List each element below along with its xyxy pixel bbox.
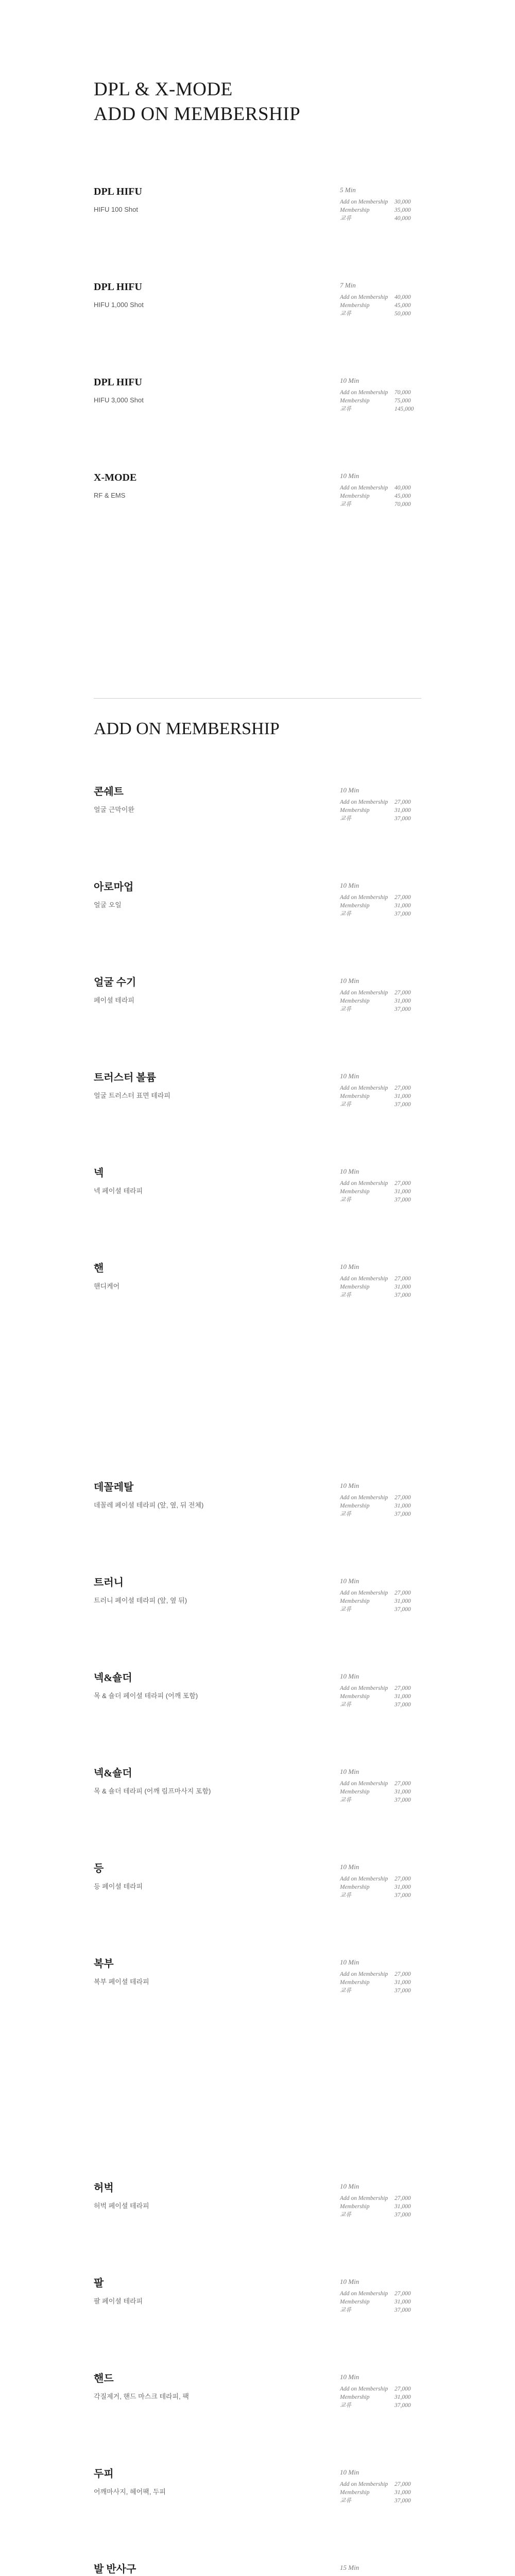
price-value: 35,000 — [394, 207, 411, 213]
price-value: 31,000 — [394, 1693, 411, 1700]
price-row — [340, 2480, 422, 2488]
menu-item-name: 팔 — [94, 2278, 104, 2289]
menu-item-name: 발 반사구 — [94, 2564, 136, 2575]
page-title-line-1: DPL & X-MODE — [94, 79, 233, 100]
price-label: Add on Membership — [340, 2481, 388, 2487]
price-label: Membership — [340, 1789, 370, 1795]
menu-item-name: 트러니 — [94, 1577, 124, 1588]
price-value: 40,000 — [394, 215, 411, 222]
menu-item — [94, 376, 421, 433]
menu-item-name: 넥&숄더 — [94, 1672, 132, 1684]
menu-item-pricing — [340, 2468, 422, 2505]
price-row — [340, 2401, 422, 2410]
price-value: 37,000 — [394, 1702, 411, 1708]
price-label: Add on Membership — [340, 1590, 388, 1596]
price-label: Membership — [340, 493, 370, 499]
price-row — [340, 2306, 422, 2314]
price-row — [340, 1692, 422, 1701]
price-value: 31,000 — [394, 1598, 411, 1604]
menu-item-pricing — [340, 1767, 422, 1804]
price-value: 27,000 — [394, 1876, 411, 1882]
price-label: Add on Membership — [340, 485, 388, 491]
price-value: 31,000 — [394, 1503, 411, 1509]
menu-item-name: 넥&숄더 — [94, 1768, 132, 1779]
menu-item-pricing — [340, 1862, 422, 1900]
menu-item — [94, 1481, 421, 1538]
menu-item-duration: 10 Min — [340, 1672, 359, 1680]
price-label: 교류 — [340, 1197, 352, 1203]
price-row — [340, 2393, 422, 2401]
menu-item-name: 허벅 — [94, 2182, 114, 2194]
price-value: 37,000 — [394, 2498, 411, 2504]
price-value: 37,000 — [394, 1006, 411, 1012]
price-value: 27,000 — [394, 1590, 411, 1596]
price-label: Membership — [340, 1884, 370, 1890]
menu-item-pricing — [340, 2372, 422, 2410]
price-label: 교류 — [340, 2307, 352, 2313]
price-row — [340, 310, 422, 318]
price-value: 27,000 — [394, 2386, 411, 2392]
price-row — [340, 798, 422, 806]
menu-item-name: 복부 — [94, 1958, 114, 1970]
menu-item-duration: 10 Min — [340, 2182, 359, 2190]
menu-item-duration: 10 Min — [340, 472, 359, 480]
price-label: Add on Membership — [340, 2386, 388, 2392]
price-row — [340, 1196, 422, 1204]
price-row — [340, 198, 422, 206]
menu-item-description: 트러니 페이셜 테라피 (앞, 옆 뒤) — [94, 1597, 187, 1604]
menu-item — [94, 976, 421, 1033]
section-title: ADD ON MEMBERSHIP — [94, 719, 280, 738]
price-value: 31,000 — [394, 807, 411, 814]
price-row — [340, 2202, 422, 2211]
menu-item-pricing — [340, 1577, 422, 1614]
price-row — [340, 1891, 422, 1900]
menu-item-pricing — [340, 1072, 422, 1109]
menu-item-name: 트러스터 볼륨 — [94, 1072, 156, 1083]
price-row — [340, 2211, 422, 2219]
price-row — [340, 1970, 422, 1978]
price-row — [340, 1780, 422, 1788]
price-label: 교류 — [340, 311, 352, 317]
price-row — [340, 1883, 422, 1891]
price-value: 27,000 — [394, 894, 411, 901]
menu-item-pricing — [340, 376, 422, 413]
menu-item-name: DPL HIFU — [94, 281, 142, 293]
menu-item-description: 목 & 숄더 페이셜 테라피 (어깨 포함) — [94, 1692, 198, 1700]
price-label: Add on Membership — [340, 199, 388, 205]
menu-item-duration: 10 Min — [340, 882, 359, 889]
price-label: Add on Membership — [340, 799, 388, 805]
menu-item-duration: 10 Min — [340, 1167, 359, 1175]
price-label: Add on Membership — [340, 2195, 388, 2201]
price-row — [340, 1084, 422, 1092]
price-label: Add on Membership — [340, 294, 388, 300]
price-label: Add on Membership — [340, 1085, 388, 1091]
price-value: 37,000 — [394, 1197, 411, 1203]
menu-item-name: 콘쉐트 — [94, 786, 124, 798]
menu-item-duration: 10 Min — [340, 1768, 359, 1775]
price-label: Membership — [340, 1189, 370, 1195]
price-row — [340, 1291, 422, 1299]
price-label: 교류 — [340, 2402, 352, 2409]
price-row — [340, 1283, 422, 1291]
price-label: 교류 — [340, 1702, 352, 1708]
price-value: 31,000 — [394, 1189, 411, 1195]
price-label: 교류 — [340, 911, 352, 917]
price-row — [340, 806, 422, 815]
menu-item-pricing — [340, 1167, 422, 1204]
page-title — [94, 77, 300, 127]
menu-item-pricing — [340, 2182, 422, 2219]
price-label: Membership — [340, 302, 370, 309]
menu-item-pricing — [340, 1481, 422, 1518]
price-label: Membership — [340, 207, 370, 213]
price-value: 31,000 — [394, 903, 411, 909]
price-row — [340, 1510, 422, 1518]
price-value: 40,000 — [394, 294, 411, 300]
price-row — [340, 1875, 422, 1883]
price-label: Add on Membership — [340, 990, 388, 996]
price-label: 교류 — [340, 501, 352, 507]
price-row — [340, 2385, 422, 2393]
menu-item-pricing — [340, 185, 422, 223]
price-row — [340, 1179, 422, 1188]
menu-item — [94, 1767, 421, 1824]
price-value: 31,000 — [394, 1093, 411, 1099]
price-label: Add on Membership — [340, 894, 388, 901]
price-value: 27,000 — [394, 990, 411, 996]
menu-item-pricing — [340, 1672, 422, 1709]
menu-item — [94, 2468, 421, 2524]
price-row — [340, 1605, 422, 1614]
price-value: 31,000 — [394, 2299, 411, 2305]
price-label: Add on Membership — [340, 1781, 388, 1787]
menu-item-description: 얼굴 트러스터 표면 테라피 — [94, 1092, 170, 1099]
price-label: Add on Membership — [340, 1876, 388, 1882]
menu-item-description: 페이셜 테라피 — [94, 996, 134, 1004]
price-row — [340, 2194, 422, 2202]
menu-item — [94, 1958, 421, 2014]
price-value: 31,000 — [394, 1284, 411, 1290]
price-row — [340, 1589, 422, 1597]
price-label: 교류 — [340, 1511, 352, 1517]
price-label: Membership — [340, 398, 370, 404]
price-row — [340, 388, 422, 397]
price-label: Membership — [340, 1093, 370, 1099]
menu-item-duration: 10 Min — [340, 977, 359, 985]
menu-item-name: DPL HIFU — [94, 377, 142, 388]
menu-item-description: 등 페이셜 테라피 — [94, 1883, 143, 1890]
price-value: 31,000 — [394, 2394, 411, 2400]
price-label: Add on Membership — [340, 1276, 388, 1282]
price-label: Membership — [340, 2299, 370, 2305]
price-row — [340, 1275, 422, 1283]
price-row — [340, 815, 422, 823]
price-row — [340, 902, 422, 910]
menu-item-pricing — [340, 881, 422, 918]
price-row — [340, 2497, 422, 2505]
menu-item-duration: 10 Min — [340, 1263, 359, 1270]
price-value: 45,000 — [394, 302, 411, 309]
price-label: Membership — [340, 903, 370, 909]
menu-item-name: 넥 — [94, 1167, 104, 1179]
menu-item-duration: 15 Min — [340, 2564, 359, 2571]
price-label: Add on Membership — [340, 2291, 388, 2297]
price-value: 37,000 — [394, 816, 411, 822]
price-value: 37,000 — [394, 1892, 411, 1899]
price-row — [340, 1092, 422, 1100]
price-row — [340, 2488, 422, 2497]
menu-item-pricing — [340, 2277, 422, 2314]
price-value: 27,000 — [394, 1685, 411, 1691]
price-label: Add on Membership — [340, 1971, 388, 1977]
menu-item-name: 얼굴 수기 — [94, 977, 136, 988]
price-label: 교류 — [340, 1006, 352, 1012]
menu-item-duration: 10 Min — [340, 1863, 359, 1871]
price-row — [340, 1494, 422, 1502]
menu-item-duration: 10 Min — [340, 2278, 359, 2285]
menu-item — [94, 1672, 421, 1728]
price-row — [340, 293, 422, 301]
menu-item-description: HIFU 3,000 Shot — [94, 396, 144, 404]
menu-item-description: 허벅 페이셜 테라피 — [94, 2202, 149, 2210]
price-label: Membership — [340, 2204, 370, 2210]
price-label: Add on Membership — [340, 1685, 388, 1691]
price-value: 145,000 — [394, 406, 414, 412]
price-value: 30,000 — [394, 199, 411, 205]
menu-item-description: 어깨마사지, 헤어팩, 두피 — [94, 2488, 166, 2496]
menu-item-name: DPL HIFU — [94, 186, 142, 197]
price-row — [340, 893, 422, 902]
price-value: 27,000 — [394, 1180, 411, 1187]
price-value: 31,000 — [394, 1979, 411, 1986]
menu-item-name: 두피 — [94, 2468, 114, 2480]
price-value: 27,000 — [394, 799, 411, 805]
price-row — [340, 1597, 422, 1605]
price-value: 31,000 — [394, 1789, 411, 1795]
price-value: 45,000 — [394, 493, 411, 499]
price-row — [340, 301, 422, 310]
price-row — [340, 500, 422, 509]
menu-item-pricing — [340, 976, 422, 1013]
menu-item-duration: 10 Min — [340, 786, 359, 794]
menu-item — [94, 2182, 421, 2239]
menu-item-pricing — [340, 1958, 422, 1995]
price-label: 교류 — [340, 1292, 352, 1298]
price-label: Membership — [340, 2489, 370, 2496]
menu-item — [94, 786, 421, 842]
menu-item-duration: 10 Min — [340, 2468, 359, 2476]
price-row — [340, 997, 422, 1005]
price-row — [340, 492, 422, 500]
price-value: 37,000 — [394, 1606, 411, 1613]
menu-item-duration: 10 Min — [340, 1958, 359, 1966]
price-value: 27,000 — [394, 1276, 411, 1282]
menu-item-duration: 5 Min — [340, 186, 356, 194]
price-value: 37,000 — [394, 1292, 411, 1298]
price-value: 37,000 — [394, 911, 411, 917]
price-row — [340, 989, 422, 997]
price-value: 37,000 — [394, 1797, 411, 1803]
menu-item — [94, 1577, 421, 1633]
menu-item-pricing — [340, 281, 422, 318]
menu-item-pricing — [340, 786, 422, 823]
menu-item-name: 아로마업 — [94, 882, 134, 893]
price-row — [340, 1978, 422, 1987]
menu-item-duration: 7 Min — [340, 281, 356, 289]
price-label: Membership — [340, 807, 370, 814]
price-label: Membership — [340, 1693, 370, 1700]
price-value: 70,000 — [394, 501, 411, 507]
price-row — [340, 1502, 422, 1510]
menu-item-duration: 10 Min — [340, 2373, 359, 2381]
menu-item — [94, 185, 421, 242]
price-value: 27,000 — [394, 2195, 411, 2201]
menu-item — [94, 1262, 421, 1319]
menu-item — [94, 881, 421, 938]
price-value: 37,000 — [394, 1511, 411, 1517]
menu-item-description: 팔 페이셜 테라피 — [94, 2297, 143, 2305]
price-row — [340, 1005, 422, 1013]
menu-item — [94, 2277, 421, 2334]
price-row — [340, 397, 422, 405]
price-value: 37,000 — [394, 1101, 411, 1108]
menu-item-name: 데꼴레탈 — [94, 1482, 134, 1493]
price-value: 37,000 — [394, 1988, 411, 1994]
price-label: 교류 — [340, 2212, 352, 2218]
price-row — [340, 1100, 422, 1109]
price-row — [340, 1188, 422, 1196]
price-label: Membership — [340, 2394, 370, 2400]
price-label: 교류 — [340, 1797, 352, 1803]
menu-item-description: RF & EMS — [94, 492, 126, 499]
price-row — [340, 910, 422, 918]
menu-item-description: 얼굴 오일 — [94, 901, 122, 909]
menu-item — [94, 471, 421, 528]
price-value: 27,000 — [394, 1495, 411, 1501]
price-label: Membership — [340, 1503, 370, 1509]
price-label: 교류 — [340, 1606, 352, 1613]
price-label: 교류 — [340, 1101, 352, 1108]
price-row — [340, 206, 422, 214]
menu-item-pricing — [340, 471, 422, 509]
menu-item — [94, 1862, 421, 1919]
price-value: 27,000 — [394, 2481, 411, 2487]
price-label: Membership — [340, 1979, 370, 1986]
menu-item — [94, 1167, 421, 1224]
section-divider — [94, 698, 421, 699]
menu-item-pricing — [340, 1262, 422, 1299]
price-row — [340, 1701, 422, 1709]
price-value: 31,000 — [394, 2489, 411, 2496]
price-row — [340, 1987, 422, 1995]
menu-item-description: 복부 페이셜 테라피 — [94, 1978, 149, 1986]
menu-item-pricing — [340, 2563, 422, 2576]
menu-item-name: 핸드 — [94, 2373, 114, 2384]
menu-item — [94, 1072, 421, 1128]
price-label: 교류 — [340, 215, 352, 222]
price-row — [340, 1788, 422, 1796]
price-value: 50,000 — [394, 311, 411, 317]
menu-item-description: 각질제거, 핸드 마스크 테라피, 팩 — [94, 2393, 189, 2400]
price-value: 31,000 — [394, 1884, 411, 1890]
price-label: 교류 — [340, 1988, 352, 1994]
menu-item-duration: 10 Min — [340, 1072, 359, 1080]
price-value: 37,000 — [394, 2307, 411, 2313]
price-value: 31,000 — [394, 2204, 411, 2210]
price-label: 교류 — [340, 816, 352, 822]
price-label: Add on Membership — [340, 1495, 388, 1501]
price-row — [340, 1684, 422, 1692]
price-value: 27,000 — [394, 1971, 411, 1977]
price-row — [340, 214, 422, 223]
price-label: 교류 — [340, 1892, 352, 1899]
price-label: Membership — [340, 1284, 370, 1290]
price-row — [340, 484, 422, 492]
menu-item-description: 데꼴레 페이셜 테라피 (앞, 옆, 뒤 전체) — [94, 1501, 204, 1509]
price-row — [340, 2298, 422, 2306]
price-value: 27,000 — [394, 2291, 411, 2297]
price-label: Membership — [340, 1598, 370, 1604]
menu-item-duration: 10 Min — [340, 1482, 359, 1489]
menu-item-duration: 10 Min — [340, 1577, 359, 1585]
price-label: 교류 — [340, 2498, 352, 2504]
price-value: 40,000 — [394, 485, 411, 491]
menu-item — [94, 2563, 421, 2576]
price-value: 37,000 — [394, 2402, 411, 2409]
menu-item-description: HIFU 100 Shot — [94, 206, 138, 213]
menu-item — [94, 281, 421, 337]
price-label: Add on Membership — [340, 389, 388, 396]
price-value: 37,000 — [394, 2212, 411, 2218]
price-row — [340, 405, 422, 413]
price-row — [340, 2290, 422, 2298]
price-label: Add on Membership — [340, 1180, 388, 1187]
price-value: 27,000 — [394, 1085, 411, 1091]
menu-item-description: HIFU 1,000 Shot — [94, 301, 144, 309]
price-value: 31,000 — [394, 998, 411, 1004]
page-title-line-2: ADD ON MEMBERSHIP — [94, 104, 301, 125]
menu-item-name: 등 — [94, 1863, 104, 1874]
menu-item-description: 목 & 숄더 테라피 (어깨 림프마사지 포함) — [94, 1787, 211, 1795]
menu-item-duration: 10 Min — [340, 377, 359, 384]
price-value: 70,000 — [394, 389, 411, 396]
price-value: 27,000 — [394, 1781, 411, 1787]
menu-item — [94, 2372, 421, 2429]
menu-item-name: 핸 — [94, 1263, 104, 1274]
menu-item-description: 핸디케어 — [94, 1282, 120, 1290]
price-row — [340, 1796, 422, 1804]
price-label: 교류 — [340, 406, 352, 412]
menu-item-description: 얼굴 근막이완 — [94, 806, 134, 814]
price-value: 75,000 — [394, 398, 411, 404]
price-label: Membership — [340, 998, 370, 1004]
menu-item-name: X-MODE — [94, 472, 137, 483]
menu-item-description: 넥 페이셜 테라피 — [94, 1187, 143, 1195]
